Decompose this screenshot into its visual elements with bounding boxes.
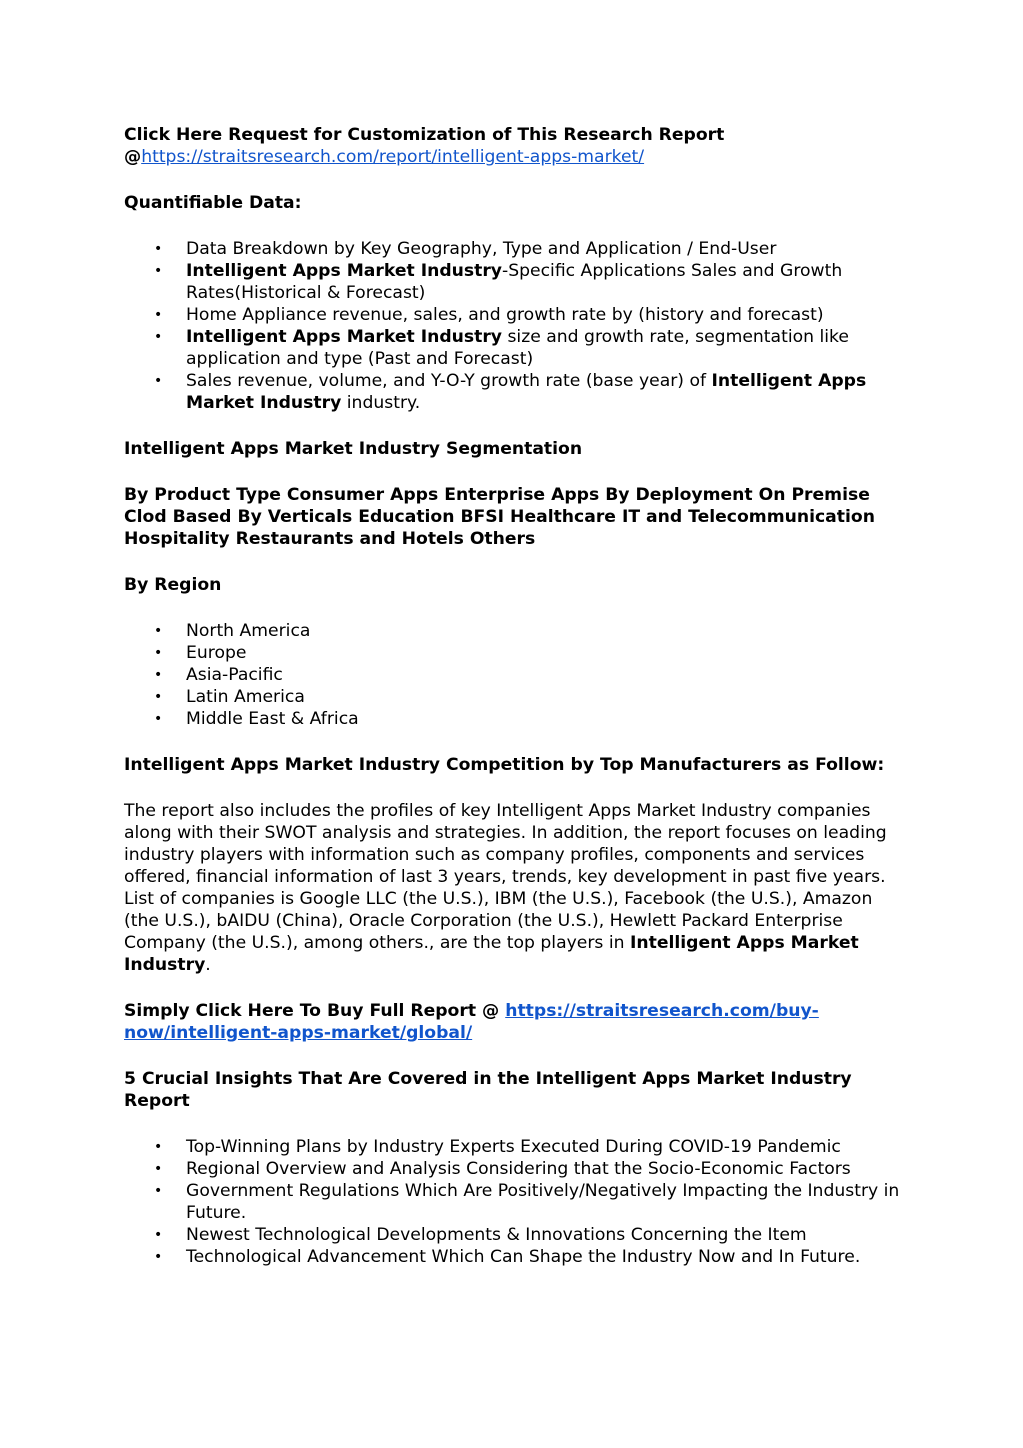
insights-list-wrap [124, 1136, 904, 1268]
insights-list [124, 1136, 904, 1268]
quantifiable-list-wrap [124, 238, 904, 414]
competition-bold: Intelligent Apps Market Industry [124, 933, 859, 975]
document-page [124, 124, 904, 1268]
list-item: • Latin America [124, 686, 904, 708]
list-item: • North America [124, 620, 904, 642]
list-item: • Regional Overview and Analysis Considering that the Socio-Economic Factors [124, 1158, 904, 1180]
list-item-bold: Intelligent Apps Market Industry [186, 371, 867, 413]
list-item: • Government Regulations Which Are Positively/Negatively Impacting the Industry in Future. [124, 1180, 904, 1224]
region-heading: By Region [124, 575, 222, 595]
list-item-text: Home Appliance revenue, sales, and growth rate by (history and forecast) [186, 305, 824, 325]
quantifiable-heading: Quantifiable Data: [124, 193, 302, 213]
list-item-text: Sales revenue, volume, and Y-O-Y growth rate (base year) of [186, 371, 712, 391]
competition-end: . [205, 955, 211, 975]
at-sign: @ [124, 147, 142, 167]
list-item-text: -Specific Applications Sales and Growth Rates(Historical & Forecast) [186, 261, 843, 303]
customization-link[interactable]: https://straitsresearch.com/report/intelligent-apps-market/ [141, 147, 645, 167]
competition-text: The report also includes the profiles of key Intelligent Apps Market Industry companies along with their SWOT analysis and strategies. In addition, the report focuses on leading industry players with information such as company profiles, components and services offered, financial information of last 3 years, trends, key development in past five years. List of companies is Google LLC (the U.S.), IBM (the U.S.), Facebook (the U.S.), Amazon (the U.S.), bAIDU (China), Oracle Corporation (the U.S.), Hewlett Packard Enterprise Company (the U.S.), among others., are the top players in [124, 801, 887, 953]
insights-heading: 5 Crucial Insights That Are Covered in the Intelligent Apps Market Industry Report [124, 1069, 852, 1111]
customization-link-line [124, 146, 904, 168]
region-list-wrap [124, 620, 904, 730]
list-item-text: industry. [341, 393, 421, 413]
list-item: • Middle East & Africa [124, 708, 904, 730]
buy-label: Simply Click Here To Buy Full Report @ [124, 1001, 506, 1021]
region-list [124, 620, 904, 730]
list-item [124, 304, 904, 326]
list-item-text: Data Breakdown by Key Geography, Type and Application / End-User [186, 239, 777, 259]
list-item [124, 238, 904, 260]
segmentation-heading: Intelligent Apps Market Industry Segmentation [124, 439, 583, 459]
segmentation-body: By Product Type Consumer Apps Enterprise Apps By Deployment On Premise Clod Based By Verticals Education BFSI Healthcare IT and Telecommunication Hospitality Restaurants and Hotels Others [124, 485, 875, 549]
buy-link[interactable]: https://straitsresearch.com/buy-now/intelligent-apps-market/global/ [124, 1001, 819, 1043]
quantifiable-list [124, 238, 904, 414]
list-item: • Technological Advancement Which Can Shape the Industry Now and In Future. [124, 1246, 904, 1268]
list-item: • Asia-Pacific [124, 664, 904, 686]
list-item-text: size and growth rate, segmentation like application and type (Past and Forecast) [186, 327, 849, 369]
list-item [124, 260, 904, 304]
list-item [124, 370, 904, 414]
list-item [124, 326, 904, 370]
buy-line [124, 1000, 904, 1044]
list-item: • Newest Technological Developments & Innovations Concerning the Item [124, 1224, 904, 1246]
list-item: • Europe [124, 642, 904, 664]
list-item-bold: Intelligent Apps Market Industry [186, 327, 502, 347]
competition-heading: Intelligent Apps Market Industry Competition by Top Manufacturers as Follow: [124, 755, 885, 775]
competition-body [124, 800, 904, 976]
list-item-bold: Intelligent Apps Market Industry [186, 261, 502, 281]
customization-heading: Click Here Request for Customization of This Research Report [124, 125, 725, 145]
list-item: • Top-Winning Plans by Industry Experts Executed During COVID-19 Pandemic [124, 1136, 904, 1158]
